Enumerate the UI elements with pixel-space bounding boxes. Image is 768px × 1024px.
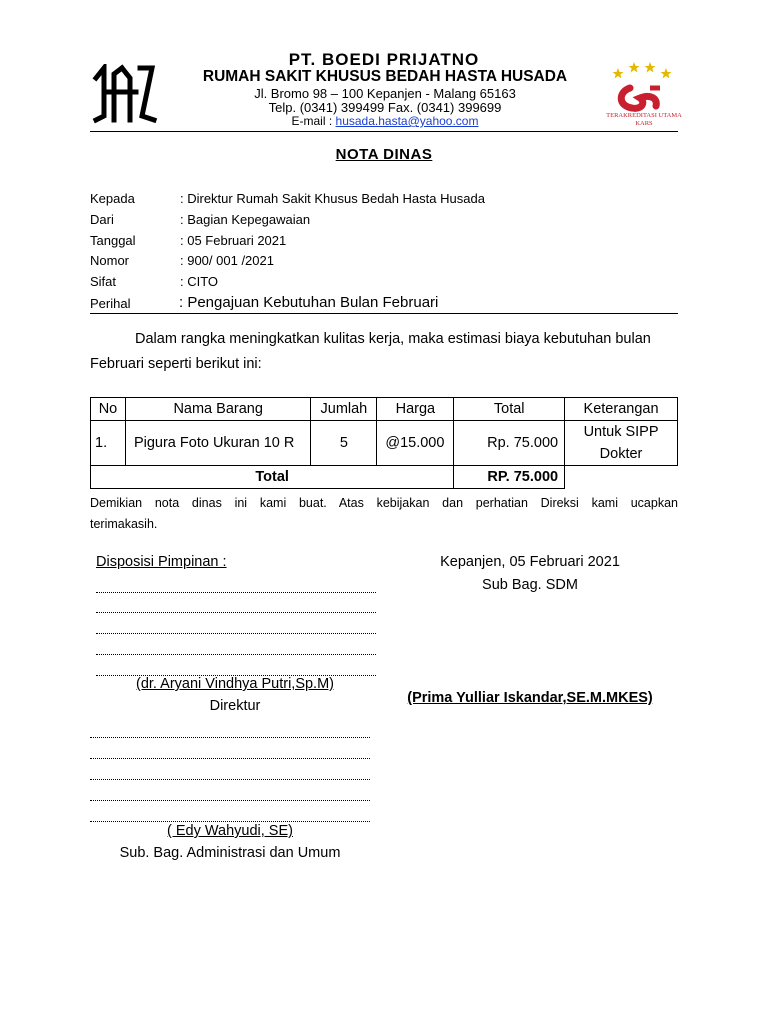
hospital-phone: Telp. (0341) 399499 Fax. (0341) 399699: [268, 100, 502, 115]
disposition-line[interactable]: [90, 779, 370, 780]
disposition-line[interactable]: [90, 737, 370, 738]
hospital-address: Jl. Bromo 98 – 100 Kepanjen - Malang 65163: [254, 86, 516, 101]
table-header-cell: No: [91, 398, 126, 421]
table-cell-item: Pigura Foto Ukuran 10 R: [125, 421, 310, 466]
meta-label: Perihal: [90, 296, 131, 311]
admin-name: ( Edy Wahyudi, SE): [167, 823, 293, 839]
closing-paragraph: [90, 493, 678, 535]
meta-label: Nomor: [90, 253, 130, 268]
closing-line-2: terimakasih.: [90, 517, 158, 531]
director-name: (dr. Aryani Vindhya Putri,Sp.M): [136, 676, 334, 692]
table-header-cell: Total: [454, 398, 565, 421]
table-cell-no: 1.: [91, 421, 126, 466]
table-total-row: [91, 466, 678, 489]
accreditation-text-1: TERAKREDITASI UTAMA: [606, 112, 682, 119]
disposition-line[interactable]: [96, 654, 376, 655]
star-icons: [613, 62, 672, 79]
director-title: Direktur: [209, 698, 261, 714]
table-header-cell: Jumlah: [311, 398, 377, 421]
table-cell-qty: 5: [311, 421, 377, 466]
meta-value: : Direktur Rumah Sakit Khusus Bedah Hasta Husada: [180, 191, 485, 206]
meta-value: : Bagian Kepegawaian: [180, 212, 311, 227]
disposition-line[interactable]: [90, 800, 370, 801]
meta-value: : 900/ 001 /2021: [180, 253, 274, 268]
table-total-empty: [565, 466, 678, 489]
hospital-email-line: [170, 114, 600, 128]
meta-row-sifat: [90, 274, 680, 295]
meta-row-nomor: [90, 253, 680, 274]
disposition-line[interactable]: [96, 612, 376, 613]
meta-label: Sifat: [90, 274, 117, 289]
meta-value: : Pengajuan Kebutuhan Bulan Februari: [179, 294, 439, 311]
meta-label: Dari: [90, 212, 114, 227]
meta-label: Tanggal: [90, 233, 136, 248]
meta-label: Kepada: [90, 191, 135, 206]
intro-paragraph: [90, 328, 678, 376]
meta-row-tanggal: [90, 233, 680, 254]
accreditation-text-2: KARS: [635, 120, 653, 127]
note-line-2: Dokter: [599, 446, 643, 462]
table-total-label: Total: [91, 466, 454, 489]
company-name: PT. BOEDI PRIJATNO: [288, 50, 480, 69]
admin-title: Sub. Bag. Administrasi dan Umum: [119, 845, 341, 861]
document-title: NOTA DINAS: [335, 146, 433, 163]
table-header-cell: Keterangan: [565, 398, 678, 421]
accreditation-logo: [606, 58, 682, 130]
table-cell-note: [565, 421, 678, 466]
table-header-row: [91, 398, 678, 421]
table-row: [91, 421, 678, 466]
email-label: E-mail :: [291, 114, 336, 128]
closing-line-1: Demikian nota dinas ini kami buat. Atas kebijakan dan perhatian Direksi kami ucapkan: [90, 496, 678, 510]
meta-value: : 05 Februari 2021: [180, 233, 287, 248]
hospital-logo: [92, 64, 164, 124]
sender-name: (Prima Yulliar Iskandar,SE.M.MKES): [407, 690, 653, 706]
hospital-name: RUMAH SAKIT KHUSUS BEDAH HASTA HUSADA: [202, 68, 568, 85]
disposition-line[interactable]: [96, 592, 376, 593]
sender-place-date: Kepanjen, 05 Februari 2021: [440, 554, 620, 570]
disposition-heading: Disposisi Pimpinan :: [96, 554, 227, 570]
table-header-cell: Nama Barang: [125, 398, 310, 421]
meta-value: : CITO: [180, 274, 219, 289]
intro-line-2: Februari seperti berikut ini:: [90, 356, 262, 372]
table-cell-total: Rp. 75.000: [454, 421, 565, 466]
table-total-value: RP. 75.000: [454, 466, 565, 489]
sender-unit: Sub Bag. SDM: [482, 577, 578, 593]
email-link[interactable]: husada.hasta@yahoo.com: [335, 114, 479, 128]
disposition-line[interactable]: [90, 821, 370, 822]
table-header-cell: Harga: [377, 398, 454, 421]
table-cell-price: @15.000: [377, 421, 454, 466]
intro-line-1: Dalam rangka meningkatkan kulitas kerja, maka estimasi biaya kebutuhan bulan: [135, 331, 651, 347]
letterhead-divider: [90, 131, 678, 132]
meta-row-kepada: [90, 191, 680, 212]
meta-divider: [90, 313, 678, 314]
items-table: [90, 397, 678, 489]
note-line-1: Untuk SIPP: [583, 424, 659, 440]
meta-row-dari: [90, 212, 680, 233]
disposition-line[interactable]: [96, 633, 376, 634]
disposition-line[interactable]: [90, 758, 370, 759]
